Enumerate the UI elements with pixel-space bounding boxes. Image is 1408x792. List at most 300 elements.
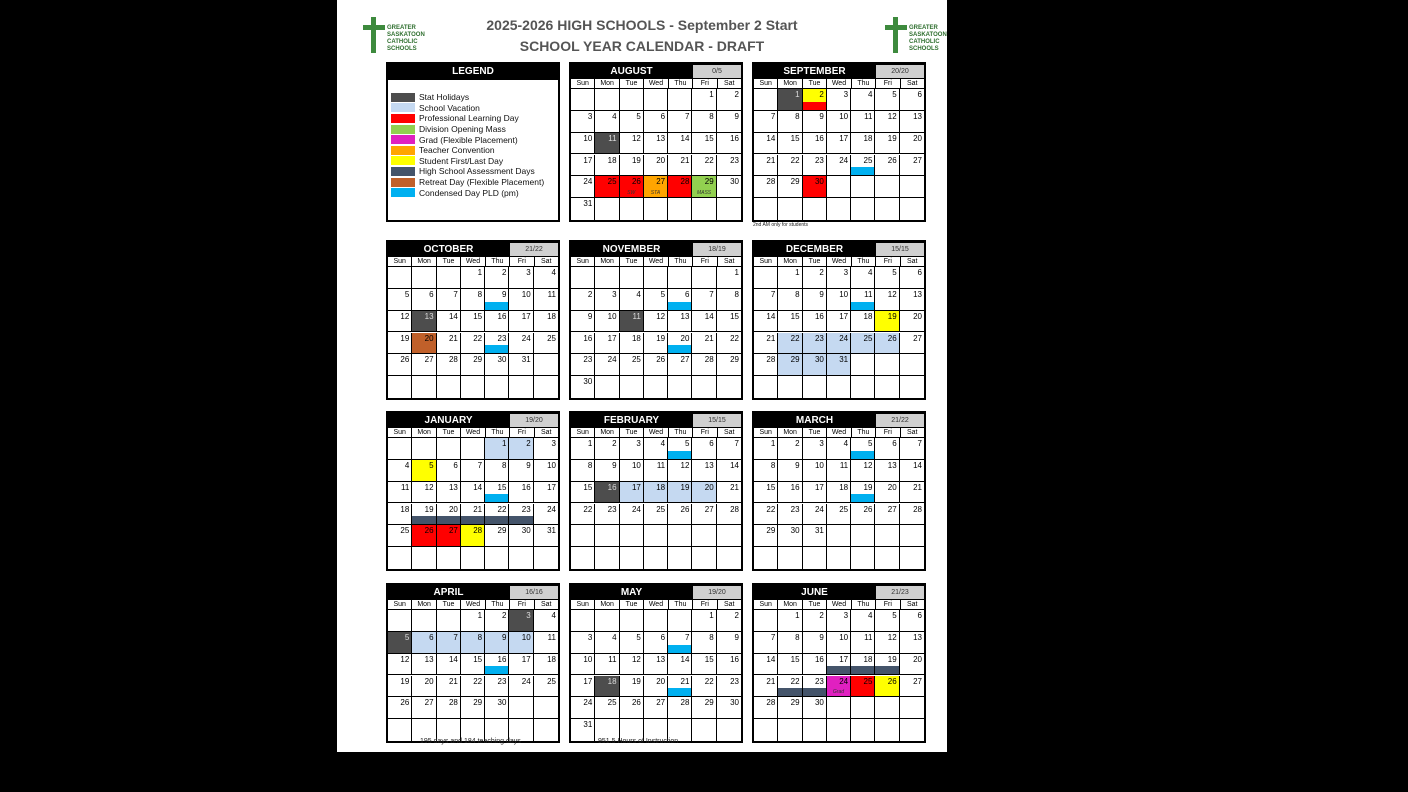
day-marker-bar [851,666,874,674]
weekday-label: Mon [412,428,436,437]
month-name: MAY [620,587,643,598]
month-day-count: 21/22 [510,243,558,256]
calendar-day: 16 [803,654,827,676]
calendar-day: 21 [437,333,461,355]
empty-day [692,547,716,569]
calendar-day: 16 [803,133,827,155]
calendar-day: 12 [388,654,412,676]
day-marker-bar [668,451,691,459]
calendar-day: 27 [412,354,436,376]
month-day-count: 19/20 [510,414,558,427]
calendar-day: 28 [461,525,485,547]
empty-day [803,547,827,569]
empty-day [388,719,412,741]
calendar-day: 10 [827,289,851,311]
month-grid [571,610,741,741]
weekday-label: Fri [693,79,717,88]
calendar-day: 6 [875,438,899,460]
calendar-day: 23 [717,676,741,698]
month-grid [388,610,558,741]
weekday-label: Tue [803,428,827,437]
weekday-label: Tue [803,79,827,88]
legend-item [391,92,544,103]
empty-day [644,198,668,220]
month-name: SEPTEMBER [783,66,846,77]
calendar-day: 4 [827,438,851,460]
calendar-day: 5 [388,632,412,654]
day-marker-bar [851,167,874,175]
weekday-label: Fri [693,600,717,609]
calendar-day: 4 [851,267,875,289]
calendar-day: 15 [692,654,716,676]
calendar-day: 26 [875,333,899,355]
calendar-day: 19 [388,676,412,698]
calendar-day: 26 [668,504,692,526]
calendar-day: 22 [571,504,595,526]
empty-day [875,719,899,741]
month-name: FEBRUARY [603,415,660,426]
weekday-label: Fri [693,428,717,437]
calendar-day: 3 [827,89,851,111]
calendar-day: 3 [803,438,827,460]
calendar-day: 7 [692,289,716,311]
empty-day [803,719,827,741]
calendar-day: 9 [803,111,827,133]
weekday-label: Mon [778,79,802,88]
empty-day [827,376,851,398]
empty-day [717,547,741,569]
calendar-day: 15 [778,311,802,333]
empty-day [571,525,595,547]
calendar-day: 25 [534,333,558,355]
empty-day [803,198,827,220]
empty-day [754,610,778,632]
calendar-day: 15 [778,133,802,155]
empty-day [754,376,778,398]
legend-label: Student First/Last Day [419,155,504,166]
calendar-day: 31 [534,525,558,547]
calendar-day: 14 [668,654,692,676]
legend-item [391,134,544,145]
weekday-label: Sun [571,428,595,437]
weekday-label: Mon [412,600,436,609]
day-marker-bar [412,516,435,524]
empty-day [644,547,668,569]
calendar-day: 2 [509,438,533,460]
weekday-label: Mon [595,600,619,609]
calendar-day: 14 [461,482,485,504]
weekday-label: Wed [644,600,668,609]
empty-day [620,267,644,289]
day-marker-bar [485,302,508,310]
calendar-day: 23 [778,504,802,526]
calendar-day: 18 [851,311,875,333]
calendar-day: 24 Grad [827,676,851,698]
calendar-day: 9 [509,460,533,482]
calendar-day: 19 [620,155,644,177]
legend-swatch [391,135,415,144]
logo-text: GREATER SASKATOON CATHOLIC SCHOOLS [909,25,947,52]
calendar-day: 4 [620,289,644,311]
calendar-day: 9 [595,460,619,482]
calendar-day: 16 [803,311,827,333]
calendar-day: 1 [571,438,595,460]
calendar-day: 5 [644,289,668,311]
calendar-day: 11 [388,482,412,504]
month-day-count: 18/19 [693,243,741,256]
calendar-day: 20 [412,676,436,698]
calendar-day: 24 [595,354,619,376]
empty-day [620,89,644,111]
calendar-day: 6 [668,289,692,311]
empty-day [668,198,692,220]
calendar-day: 3 [509,267,533,289]
month-day-count: 0/5 [693,65,741,78]
calendar-day: 21 [668,155,692,177]
month-header [388,585,558,600]
calendar-day: 23 [803,676,827,698]
weekday-label: Fri [510,428,534,437]
calendar-day: 7 [668,632,692,654]
empty-day [900,198,924,220]
legend-item [391,145,544,156]
calendar-day: 1 [461,610,485,632]
calendar-day: 17 [827,133,851,155]
weekday-label: Tue [437,600,461,609]
empty-day [851,198,875,220]
empty-day [717,198,741,220]
calendar-day: 4 [534,610,558,632]
empty-day [851,719,875,741]
empty-day [668,547,692,569]
calendar-day: 1 [692,610,716,632]
day-marker-bar [668,302,691,310]
calendar-day: 21 [461,504,485,526]
calendar-day: 24 [827,155,851,177]
calendar-day: 22 [692,155,716,177]
calendar-day: 5 [851,438,875,460]
calendar-day: 20 [644,676,668,698]
calendar-day: 13 [644,133,668,155]
empty-day [620,610,644,632]
weekday-header [754,257,924,267]
day-marker-bar [461,516,484,524]
calendar-day: 22 [754,504,778,526]
weekday-header [571,600,741,610]
weekday-label: Tue [437,428,461,437]
calendar-day: 27 [644,697,668,719]
calendar-day: 12 [412,482,436,504]
calendar-day: 26 SW [620,176,644,198]
day-tag: Grad [832,689,845,696]
calendar-day: 18 [851,133,875,155]
calendar-day: 6 [412,289,436,311]
calendar-day: 10 [571,654,595,676]
calendar-day: 18 [620,333,644,355]
empty-day [437,438,461,460]
empty-day [875,697,899,719]
calendar-day: 8 [461,289,485,311]
calendar-day: 20 [875,482,899,504]
calendar-day: 11 [851,111,875,133]
calendar-day: 27 [875,504,899,526]
calendar-day: 29 [778,697,802,719]
calendar-day: 18 [851,654,875,676]
empty-day [692,267,716,289]
empty-day [437,610,461,632]
calendar-day: 9 [485,632,509,654]
calendar-day: 21 [754,333,778,355]
calendar-day: 31 [571,719,595,741]
calendar-day: 8 [461,632,485,654]
calendar-day: 27 [412,697,436,719]
calendar-day: 5 [668,438,692,460]
calendar-day: 18 [534,654,558,676]
empty-day [668,525,692,547]
empty-day [644,610,668,632]
empty-day [827,525,851,547]
empty-day [388,376,412,398]
empty-day [668,89,692,111]
month-grid [571,267,741,398]
weekday-label: Fri [510,600,534,609]
calendar-day: 17 [534,482,558,504]
month-june [752,583,926,743]
empty-day [571,89,595,111]
calendar-day: 1 [692,89,716,111]
calendar-day: 31 [571,198,595,220]
calendar-day: 19 [875,311,899,333]
calendar-day: 14 [754,654,778,676]
calendar-day: 12 [875,632,899,654]
month-day-count: 21/22 [876,414,924,427]
calendar-day: 10 [571,133,595,155]
calendar-day: 10 [803,460,827,482]
weekday-label: Tue [437,257,461,266]
empty-day [620,198,644,220]
empty-day [827,176,851,198]
calendar-day: 15 [717,311,741,333]
hours-summary: 951.5 Hours of Instruction [598,738,679,745]
calendar-day: 26 [412,525,436,547]
calendar-day: 25 [595,176,619,198]
empty-day [595,89,619,111]
calendar-day: 2 [717,89,741,111]
calendar-day: 2 [485,610,509,632]
calendar-day: 25 [388,525,412,547]
empty-day [717,376,741,398]
calendar-day: 27 [900,155,924,177]
calendar-day: 12 [620,133,644,155]
day-marker-bar [668,688,691,696]
calendar-day: 15 [461,654,485,676]
legend-label: Condensed Day PLD (pm) [419,187,519,198]
calendar-day: 23 [571,354,595,376]
calendar-day: 24 [620,504,644,526]
weekday-label: Fri [876,428,900,437]
calendar-day: 10 [534,460,558,482]
calendar-day: 27 [692,504,716,526]
calendar-day: 27 [900,676,924,698]
calendar-day: 16 [571,333,595,355]
empty-day [717,525,741,547]
empty-day [509,697,533,719]
empty-day [388,610,412,632]
weekday-label: Thu [669,257,693,266]
empty-day [875,525,899,547]
calendar-day: 29 MASS [692,176,716,198]
legend-item [391,113,544,124]
legend-label: Grad (Flexible Placement) [419,134,518,145]
calendar-day: 30 [803,176,827,198]
empty-day [534,376,558,398]
empty-day [412,438,436,460]
legend-label: Division Opening Mass [419,124,506,135]
calendar-day: 24 [827,333,851,355]
calendar-day: 20 [692,482,716,504]
calendar-day: 27 [437,525,461,547]
calendar-day: 30 [485,697,509,719]
weekday-label: Tue [620,428,644,437]
calendar-day: 19 [851,482,875,504]
calendar-day: 5 [875,89,899,111]
empty-day [692,376,716,398]
calendar-day: 14 [754,133,778,155]
calendar-day: 6 [412,632,436,654]
weekday-label: Sat [906,80,918,87]
calendar-day: 9 [717,632,741,654]
month-august [569,62,743,222]
empty-day [571,547,595,569]
month-name: JANUARY [424,415,473,426]
weekday-label: Tue [803,257,827,266]
empty-day [900,525,924,547]
calendar-day: 12 [851,460,875,482]
empty-day [875,376,899,398]
month-march [752,411,926,571]
calendar-day: 21 [668,676,692,698]
weekday-label: Sat [723,258,735,265]
legend-swatch [391,188,415,197]
weekday-label: Fri [876,79,900,88]
calendar-day: 18 [827,482,851,504]
month-grid [754,89,924,220]
calendar-day: 22 [692,676,716,698]
day-marker-bar [668,645,691,653]
weekday-label: Thu [486,600,510,609]
day-marker-bar [803,102,826,110]
calendar-day: 29 [717,354,741,376]
weekday-label: Sat [723,80,735,87]
calendar-day: 5 [875,610,899,632]
calendar-day: 17 [509,654,533,676]
calendar-day: 29 [778,354,802,376]
weekday-label: Sun [754,79,778,88]
empty-day [644,525,668,547]
month-name: JUNE [801,587,828,598]
calendar-day: 21 [717,482,741,504]
calendar-day: 10 [827,632,851,654]
calendar-day: 23 [485,333,509,355]
calendar-day: 28 [717,504,741,526]
calendar-day: 5 [388,289,412,311]
calendar-day: 12 [644,311,668,333]
weekday-label: Sat [723,429,735,436]
legend-swatch [391,167,415,176]
calendar-day: 24 [571,176,595,198]
empty-day [875,547,899,569]
legend-swatch [391,114,415,123]
empty-day [595,610,619,632]
calendar-day: 22 [717,333,741,355]
calendar-day: 25 [851,333,875,355]
calendar-day: 19 [412,504,436,526]
legend-title: LEGEND [388,64,558,80]
september-note: 2nd AM only for students [753,222,809,228]
weekday-label: Sat [540,258,552,265]
empty-day [534,697,558,719]
calendar-day: 28 [754,176,778,198]
calendar-day: 1 [778,610,802,632]
weekday-header [388,600,558,610]
calendar-day: 12 [388,311,412,333]
calendar-day: 22 [461,676,485,698]
legend-label: Stat Holidays [419,92,470,103]
calendar-day: 30 [778,525,802,547]
calendar-day: 28 [692,354,716,376]
calendar-day: 26 [388,354,412,376]
empty-day [437,267,461,289]
calendar-day: 7 [900,438,924,460]
calendar-day: 31 [803,525,827,547]
calendar-day: 28 [754,697,778,719]
calendar-day: 7 [437,632,461,654]
calendar-day: 1 [717,267,741,289]
empty-day [851,525,875,547]
calendar-day: 21 [437,676,461,698]
calendar-day: 17 [827,311,851,333]
calendar-day: 3 [620,438,644,460]
weekday-header [571,257,741,267]
calendar-day: 14 [437,654,461,676]
weekday-label: Thu [669,600,693,609]
weekday-label: Sat [540,429,552,436]
empty-day [437,547,461,569]
calendar-day: 26 [851,504,875,526]
day-marker-bar [485,516,508,524]
calendar-day: 19 [620,676,644,698]
empty-day [692,719,716,741]
month-header [754,64,924,79]
calendar-day: 30 [571,376,595,398]
legend-label: High School Assessment Days [419,166,535,177]
month-december [752,240,926,400]
empty-day [900,376,924,398]
empty-day [900,719,924,741]
month-january [386,411,560,571]
calendar-day: 14 [900,460,924,482]
calendar-day: 11 [851,632,875,654]
calendar-day: 3 [571,632,595,654]
empty-day [668,376,692,398]
calendar-day: 5 [620,632,644,654]
calendar-day: 29 [754,525,778,547]
calendar-day: 20 [412,333,436,355]
empty-day [851,354,875,376]
weekday-label: Sun [571,600,595,609]
day-marker-bar [509,516,532,524]
empty-day [412,267,436,289]
